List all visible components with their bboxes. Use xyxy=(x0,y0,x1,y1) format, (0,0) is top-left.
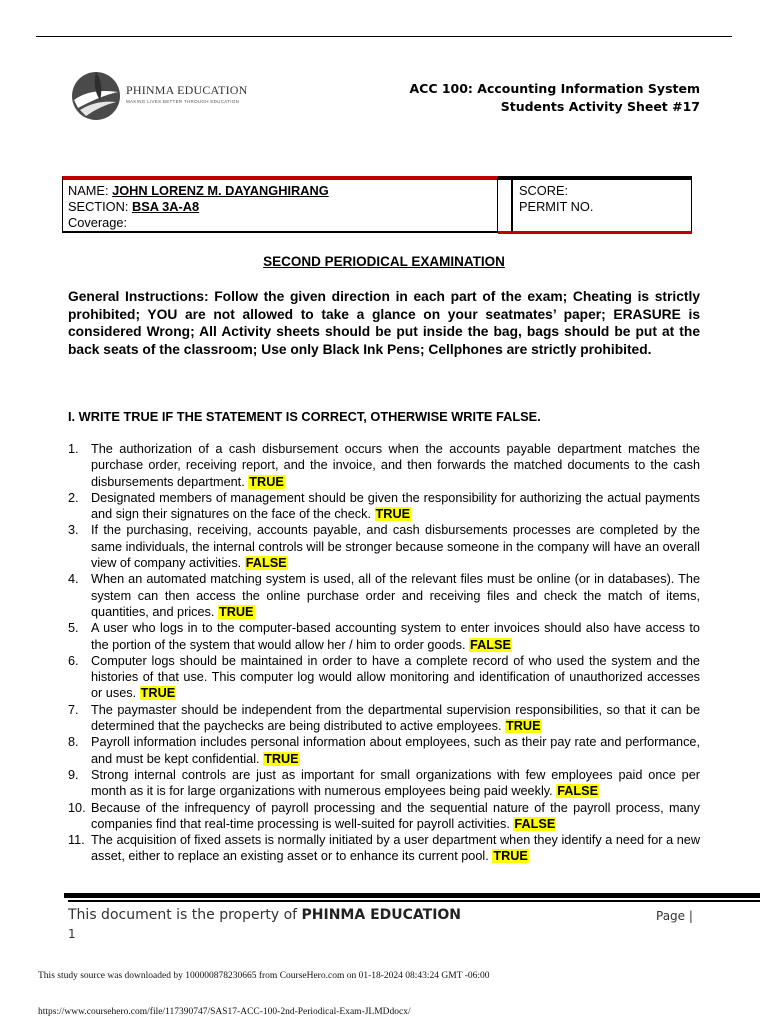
question-number: 10. xyxy=(68,800,86,815)
download-note: This study source was downloaded by 100000878230665 from CourseHero.com on 01-18-2024 08:43:24 GMT -06:00 xyxy=(38,971,490,981)
question-item xyxy=(68,571,700,620)
score-box xyxy=(512,176,692,232)
box-bottom-rule xyxy=(62,232,512,233)
score-label: SCORE: xyxy=(519,183,569,198)
answer-highlight: TRUE xyxy=(140,686,176,701)
answer-highlight: TRUE xyxy=(375,507,411,522)
question-text: When an automated matching system is used, all of the relevant files must be online (or in databases). The system can then access the online purchase order and receiving files and check the match of items, quantities, and prices. xyxy=(91,572,700,619)
answer-highlight: TRUE xyxy=(493,849,528,864)
answer-highlight: TRUE xyxy=(264,751,299,766)
phinma-logo xyxy=(70,70,248,124)
question-item xyxy=(68,832,700,865)
question-text: Because of the infrequency of payroll processing and the sequential nature of the payroll process, many companies find that real-time processing is well-suited for payroll activities. xyxy=(91,800,700,831)
question-number: 5. xyxy=(68,621,79,636)
question-number: 9. xyxy=(68,767,79,782)
answer-highlight: FALSE xyxy=(470,637,511,652)
question-item xyxy=(68,522,700,571)
footer-rule-thin xyxy=(68,900,760,902)
question-number: 1. xyxy=(68,442,79,456)
question-text: Designated members of management should be given the responsibility for authorizing the actual payments and sign their signatures on the face of the check. xyxy=(91,490,700,522)
question-item xyxy=(68,653,700,702)
phinma-globe-icon xyxy=(70,70,122,122)
box-divider xyxy=(498,180,512,231)
question-item xyxy=(68,702,700,735)
section-row: SECTION: BSA 3A-A8 xyxy=(68,199,200,214)
general-instructions: General Instructions: Follow the given direction in each part of the exam; Cheating is strictly prohibited; YOU are not allowed to take a glance on your seatmates’ paper; ERASURE is considered Wrong; All Activity sheets should be put inside the bag, bags should be put at the back seats of the classroom; Use only Black Ink Pens; Cellphones are strictly prohibited. xyxy=(68,289,700,357)
question-text: Computer logs should be maintained in order to have a complete record of who used the system and the histories of that use. This computer log would allow monitoring and identification of unauthorized accesses or uses. xyxy=(91,653,700,701)
score-box-bottom-accent xyxy=(498,231,692,234)
question-item xyxy=(68,620,700,653)
question-list xyxy=(68,441,700,865)
answer-highlight: FALSE xyxy=(514,816,556,831)
activity-sheet-title: Students Activity Sheet #17 xyxy=(500,99,700,114)
part-title: I. WRITE TRUE IF THE STATEMENT IS CORRECT, OTHERWISE WRITE FALSE. xyxy=(68,409,541,424)
question-number: 3. xyxy=(68,523,79,538)
question-text: The paymaster should be independent from the departmental supervision responsibilities, so that it can be determined that the paychecks are being distributed to active employees. xyxy=(91,702,700,734)
logo-name: PHINMA EDUCATION xyxy=(126,83,248,97)
permit-label: PERMIT NO. xyxy=(519,199,594,214)
question-item xyxy=(68,490,700,523)
source-url[interactable]: https://www.coursehero.com/file/117390747/SAS17-ACC-100-2nd-Periodical-Exam-JLMDdocx/ xyxy=(38,1007,411,1017)
footer-property: This document is the property of PHINMA EDUCATION xyxy=(68,907,462,923)
course-title: ACC 100: Accounting Information System xyxy=(409,81,700,96)
question-item xyxy=(68,800,700,833)
answer-highlight: FALSE xyxy=(557,784,599,799)
question-number: 2. xyxy=(68,490,79,505)
footer-rule xyxy=(64,893,760,898)
question-item xyxy=(68,767,700,800)
coverage-row: Coverage: xyxy=(68,215,128,230)
student-section: BSA 3A-A8 xyxy=(132,199,200,214)
question-text: A user who logs in to the computer-based accounting system to enter invoices should also have access to the portion of the system that would allow her / him to order goods. xyxy=(91,621,700,652)
question-number: 4. xyxy=(68,572,79,587)
logo-tagline: MAKING LIVES BETTER THROUGH EDUCATION xyxy=(126,99,240,104)
footer-page-label: Page | xyxy=(656,909,693,923)
question-text: If the purchasing, receiving, accounts payable, and cash disbursements processes are completed by the same individuals, the internal controls will be stronger because someone in the company will have an overall view of company activities. xyxy=(91,523,700,571)
student-info-box xyxy=(62,176,498,232)
top-rule xyxy=(36,36,732,37)
answer-highlight: TRUE xyxy=(218,604,254,619)
question-number: 8. xyxy=(68,735,79,750)
question-text: Strong internal controls are just as important for small organizations with few employees paid once per month as it is for large organizations with numerous employees being paid weekly. xyxy=(91,767,700,799)
name-row: NAME: JOHN LORENZ M. DAYANGHIRANG xyxy=(68,183,329,198)
question-text: The acquisition of fixed assets is normally initiated by a user department when they identify a need for a new asset, either to replace an existing asset or to enhance its current pool. xyxy=(91,833,700,864)
answer-highlight: TRUE xyxy=(249,474,284,489)
footer-owner: PHINMA EDUCATION xyxy=(301,907,462,923)
student-name: JOHN LORENZ M. DAYANGHIRANG xyxy=(112,183,329,198)
question-item xyxy=(68,734,700,767)
question-number: 11. xyxy=(68,833,85,848)
question-text: Payroll information includes personal information about employees, such as their pay rate and performance, and must be kept confidential. xyxy=(91,735,700,766)
question-text: The authorization of a cash disbursement occurs when the accounts payable department matches the purchase order, receiving report, and the invoice, and then forwards the matched documents to the cash disbursements department. xyxy=(91,442,700,489)
exam-title: SECOND PERIODICAL EXAMINATION xyxy=(263,254,505,269)
question-number: 7. xyxy=(68,702,79,717)
course-header xyxy=(409,80,700,116)
question-number: 6. xyxy=(68,653,79,668)
answer-highlight: FALSE xyxy=(245,556,287,571)
footer-page-number: 1 xyxy=(68,927,76,941)
question-item xyxy=(68,441,700,490)
answer-highlight: TRUE xyxy=(506,719,541,734)
